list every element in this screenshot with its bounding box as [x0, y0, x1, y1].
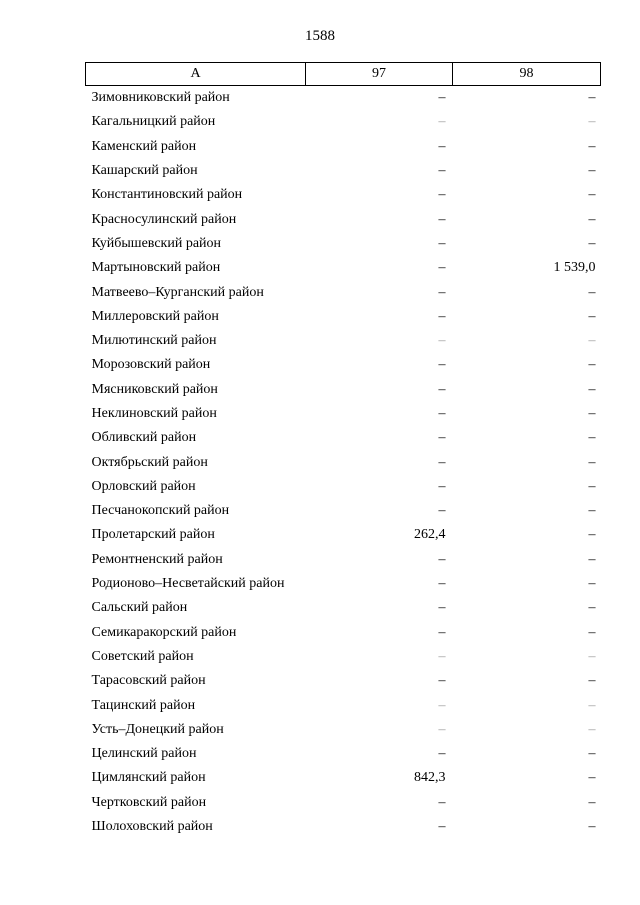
value-97: – [438, 721, 446, 737]
table-row [86, 183, 601, 207]
value-97: – [438, 163, 446, 179]
value-98: – [588, 211, 596, 227]
value-98: – [588, 478, 596, 494]
value-97: – [438, 138, 446, 154]
value-98: – [588, 114, 596, 130]
district-name: Кашарский район [91, 163, 198, 179]
value-98: – [588, 90, 596, 106]
value-97: – [438, 648, 446, 664]
table-row [86, 693, 601, 717]
table-row [86, 305, 601, 329]
value-98: – [588, 527, 596, 543]
table-row [86, 280, 601, 304]
table-row [86, 353, 601, 377]
district-name: Обливский район [91, 430, 197, 446]
district-name: Мясниковский район [91, 381, 218, 397]
district-name: Милютинский район [91, 333, 217, 349]
district-name: Неклиновский район [91, 406, 217, 421]
value-97: – [438, 600, 446, 616]
district-name: Матвеево–Курганский район [91, 284, 264, 300]
value-97: – [438, 333, 446, 349]
district-name: Сальский район [91, 600, 188, 616]
value-97: – [438, 478, 446, 494]
value-98: – [588, 357, 596, 373]
header-col-98: 98 [453, 63, 601, 86]
value-98: – [588, 648, 596, 664]
table-row [86, 815, 601, 839]
district-name: Миллеровский район [91, 308, 219, 324]
value-97: – [438, 454, 446, 470]
district-name: Красносулинский район [91, 211, 237, 227]
table-body [86, 86, 601, 840]
table-row [86, 450, 601, 474]
value-98: – [588, 235, 596, 251]
value-97: – [438, 697, 446, 713]
district-name: Мартыновский район [91, 260, 221, 276]
value-98: – [588, 138, 596, 154]
value-97: – [438, 114, 446, 130]
district-name: Кагальницкий район [91, 114, 216, 130]
table-row [86, 499, 601, 523]
value-98: – [588, 819, 596, 835]
value-98: – [588, 600, 596, 616]
district-name: Морозовский район [91, 357, 211, 373]
value-97: – [438, 90, 446, 106]
district-name: Тарасовский район [91, 673, 206, 689]
value-98: – [588, 551, 596, 567]
district-name: Пролетарский район [91, 527, 215, 543]
district-name: Каменский район [91, 138, 197, 154]
value-97: – [438, 673, 446, 689]
value-98: – [588, 697, 596, 713]
table-header [86, 63, 601, 86]
district-name: Шолоховский район [91, 819, 213, 835]
table-row [86, 159, 601, 183]
district-name: Цимлянский район [91, 770, 206, 786]
table-row [86, 548, 601, 572]
table-row [86, 669, 601, 693]
value-97: – [438, 503, 446, 519]
district-name: Тацинский район [91, 697, 196, 713]
value-98: – [588, 381, 596, 397]
value-98: – [588, 721, 596, 737]
table-row [86, 378, 601, 402]
value-97: – [438, 794, 446, 810]
value-98: – [588, 673, 596, 689]
table-row [86, 402, 601, 426]
district-name: Октябрьский район [91, 454, 208, 470]
value-98: – [588, 794, 596, 810]
value-98: – [588, 624, 596, 640]
table-row [86, 766, 601, 790]
value-98: – [588, 333, 596, 349]
table-row [86, 791, 601, 815]
value-97: – [438, 187, 446, 203]
value-97: – [438, 430, 446, 446]
table-row [86, 645, 601, 669]
table-row [86, 256, 601, 280]
header-row [86, 63, 601, 86]
district-name: Усть–Донецкий район [91, 721, 224, 737]
table-row [86, 232, 601, 256]
district-name: Семикаракорский район [91, 624, 237, 640]
table-row [86, 86, 601, 111]
value-97: – [438, 551, 446, 567]
district-name: Зимовниковский район [91, 90, 230, 106]
table-row [86, 475, 601, 499]
value-97: – [438, 624, 446, 640]
value-97: – [438, 284, 446, 300]
district-name: Константиновский район [91, 187, 243, 203]
table-row [86, 110, 601, 134]
district-name: Родионово–Несветайский район [91, 576, 285, 592]
value-97: – [438, 211, 446, 227]
value-98: – [588, 430, 596, 446]
value-98: – [588, 406, 596, 421]
district-name: Песчанокопский район [91, 503, 230, 519]
table-row [86, 329, 601, 353]
value-97: – [438, 576, 446, 592]
value-98: – [588, 770, 596, 786]
table-row [86, 621, 601, 645]
table-row [86, 718, 601, 742]
value-97: – [438, 819, 446, 835]
data-table [85, 62, 601, 839]
table-row [86, 572, 601, 596]
value-97: 842,3 [414, 770, 446, 786]
value-97: – [438, 260, 446, 276]
value-97: 262,4 [414, 527, 446, 543]
value-98: – [588, 503, 596, 519]
district-name: Чертковский район [91, 794, 207, 810]
value-98: – [588, 284, 596, 300]
value-98: – [588, 163, 596, 179]
table-row [86, 596, 601, 620]
value-98: – [588, 187, 596, 203]
value-98: 1 539,0 [553, 260, 596, 276]
district-name: Ремонтненский район [91, 551, 223, 567]
value-97: – [438, 308, 446, 324]
table-row [86, 742, 601, 766]
table-row [86, 426, 601, 450]
value-98: – [588, 454, 596, 470]
district-name: Куйбышевский район [91, 235, 222, 251]
value-97: – [438, 381, 446, 397]
district-name: Орловский район [91, 478, 196, 494]
value-98: – [588, 576, 596, 592]
header-col-97: 97 [306, 63, 453, 86]
value-98: – [588, 746, 596, 762]
header-col-a: А [86, 63, 306, 86]
district-name: Целинский район [91, 746, 197, 762]
district-name: Советский район [91, 648, 194, 664]
value-97: – [438, 357, 446, 373]
table-row [86, 207, 601, 231]
page-number: 1588 [305, 28, 335, 44]
value-97: – [438, 235, 446, 251]
value-98: – [588, 308, 596, 324]
table-row [86, 135, 601, 159]
value-97: – [438, 746, 446, 762]
value-97: – [438, 406, 446, 421]
table-row [86, 523, 601, 547]
